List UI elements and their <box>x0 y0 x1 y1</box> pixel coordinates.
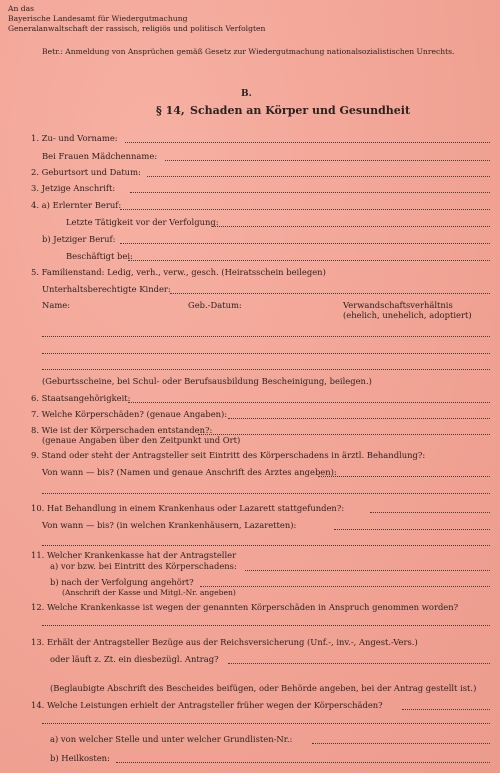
field-13-note: (Beglaubigte Abschrift des Bescheides beifügen, oder Behörde angeben, bei der Antrag gestellt ist.) <box>50 683 477 693</box>
field-14b-line[interactable] <box>116 761 490 763</box>
field-11b-line[interactable] <box>200 585 490 587</box>
field-8-label: 8. Wie ist der Körperschaden entstanden?: <box>31 425 213 435</box>
field-6-line[interactable] <box>128 401 490 403</box>
betr-line: Betr.: Anmeldung von Ansprüchen gemäß Gesetz zur Wiedergutmachung nationalsozialistischen Unrechts. <box>42 47 455 56</box>
field-13-label: 13. Erhält der Antragsteller Bezüge aus der Reichsversicherung (Unf.-, inv.-, Angest.-Vers.) <box>31 637 418 647</box>
header-line-2: Bayerische Landesamt für Wiedergutmachung <box>8 14 188 23</box>
field-14a-label: a) von welcher Stelle und unter welcher Grundlisten-Nr.: <box>50 734 293 744</box>
header-line-3: Generalanwaltschaft der rassisch, religiös und politisch Verfolgten <box>8 24 266 33</box>
field-14b-label: b) Heilkosten: <box>50 753 110 763</box>
field-13b-line[interactable] <box>228 662 490 664</box>
col-verw-sub: (ehelich, unehelich, adoptiert) <box>343 310 472 320</box>
field-12-label: 12. Welche Krankenkasse ist wegen der genannten Körperschäden in Anspruch genommen worden? <box>31 602 459 612</box>
field-11b-label: b) nach der Verfolgung angehört? <box>50 577 194 587</box>
field-9b-label: Von wann — bis? (Namen und genaue Anschrift des Arztes angeben): <box>42 467 337 477</box>
header-line-1: An das <box>8 4 35 13</box>
field-10-line-2[interactable] <box>42 544 490 546</box>
field-7-label: 7. Welche Körperschäden? (genaue Angaben): <box>31 409 228 419</box>
children-line-2[interactable] <box>42 352 490 354</box>
field-4a-line[interactable] <box>120 208 490 210</box>
field-4a-label: 4. a) Erlernter Beruf: <box>31 200 122 210</box>
field-5-label: 5. Familienstand: Ledig, verh., verw., gesch. (Heiratsschein beilegen) <box>31 267 326 277</box>
children-line-1[interactable] <box>42 335 490 337</box>
field-14a-line[interactable] <box>312 742 490 744</box>
field-1b-label: Bei Frauen Mädchenname: <box>42 151 158 161</box>
field-2-label: 2. Geburtsort und Datum: <box>31 167 141 177</box>
field-11-label: 11. Welcher Krankenkasse hat der Antragsteller <box>31 550 237 560</box>
field-4a2-line[interactable] <box>212 225 490 227</box>
field-14-line-2[interactable] <box>42 722 490 724</box>
section-letter: B. <box>241 89 252 99</box>
field-4a2-label: Letzte Tätigkeit vor der Verfolgung: <box>66 217 219 227</box>
field-13b-label: oder läuft z. Zt. ein diesbezügl. Antrag? <box>50 654 219 664</box>
field-1-label: 1. Zu- und Vorname: <box>31 133 118 143</box>
field-9-line-2[interactable] <box>42 492 490 494</box>
field-8-line[interactable] <box>198 433 490 435</box>
field-4b2-line[interactable] <box>128 259 490 261</box>
field-14-line[interactable] <box>402 708 490 710</box>
section-number: § 14, <box>156 104 185 117</box>
field-1b-line[interactable] <box>165 159 490 161</box>
field-10-line[interactable] <box>370 511 490 513</box>
col-geb-header: Geb.-Datum: <box>188 300 242 310</box>
field-8-note: (genaue Angaben über den Zeitpunkt und Ort) <box>42 435 241 445</box>
field-5b-line[interactable] <box>170 292 490 294</box>
field-3-line[interactable] <box>130 191 490 193</box>
field-10b-label: Von wann — bis? (in welchen Krankenhäusern, Lazaretten): <box>42 520 297 530</box>
field-11a-line[interactable] <box>245 569 490 571</box>
field-9-label: 9. Stand oder steht der Antragsteller seit Eintritt des Körperschadens in ärztl. Behandlung?: <box>31 450 426 460</box>
field-7-line[interactable] <box>228 417 490 419</box>
section-title: Schaden an Körper und Gesundheit <box>190 104 411 117</box>
field-2-line[interactable] <box>147 175 490 177</box>
col-name-header: Name: <box>42 300 71 310</box>
field-11a-label: a) vor bzw. bei Eintritt des Körperschadens: <box>50 561 237 571</box>
field-9b-line[interactable] <box>318 475 490 477</box>
col-verw-header: Verwandschaftsverhältnis <box>343 300 453 310</box>
field-11-note: (Anschrift der Kasse und Mitgl.-Nr. angeben) <box>62 588 236 597</box>
field-10b-line[interactable] <box>334 528 490 530</box>
field-4b-line[interactable] <box>120 242 490 244</box>
field-3-label: 3. Jetzige Anschrift: <box>31 183 116 193</box>
field-12-line[interactable] <box>42 624 490 626</box>
field-4b-label: b) Jetziger Beruf: <box>42 234 116 244</box>
field-10-label: 10. Hat Behandlung in einem Krankenhaus oder Lazarett stattgefunden?: <box>31 503 345 513</box>
field-1-line[interactable] <box>125 141 490 143</box>
field-4b2-label: Beschäftigt bei: <box>66 251 133 261</box>
field-14-label: 14. Welche Leistungen erhielt der Antragsteller früher wegen der Körperschäden? <box>31 700 383 710</box>
field-6-label: 6. Staatsangehörigkeit: <box>31 393 131 403</box>
field-5b-label: Unterhaltsberechtigte Kinder: <box>42 284 171 294</box>
children-line-3[interactable] <box>42 368 490 370</box>
field-5-note: (Geburtsscheine, bei Schul- oder Berufsausbildung Bescheinigung, beilegen.) <box>42 376 372 386</box>
